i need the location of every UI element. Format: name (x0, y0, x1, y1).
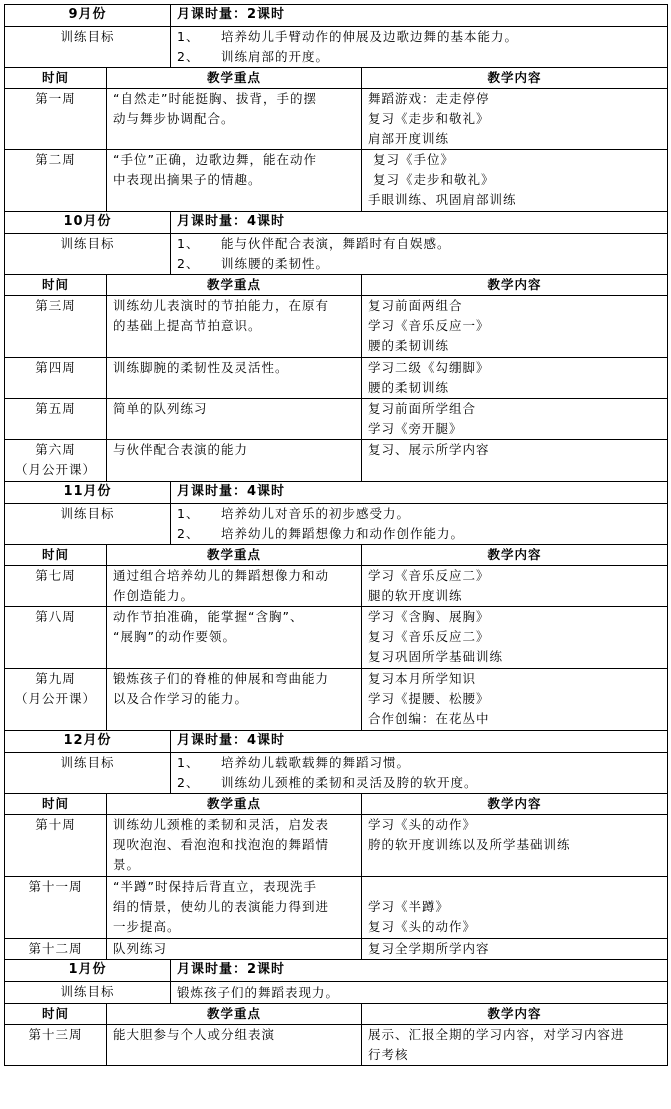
teaching-content-cell (362, 89, 668, 150)
week-label: 第十三周 (28, 1027, 83, 1042)
week-row (5, 607, 668, 669)
teaching-focus-cell (107, 1025, 362, 1066)
month-row (5, 482, 668, 504)
month-label: 12月份 (5, 731, 171, 753)
week-label: 第五周 (35, 401, 76, 416)
week-note: （月公开课） (14, 691, 96, 706)
teaching-focus-cell (107, 89, 362, 150)
week-row (5, 296, 668, 358)
teaching-focus-cell (107, 399, 362, 440)
header-time: 时间 (5, 275, 107, 296)
month-label: 9月份 (5, 5, 171, 27)
header-teaching-focus: 教学重点 (107, 545, 362, 566)
teaching-content-line: 手眼训练、巩固肩部训练 (368, 192, 517, 207)
teaching-content-line: 合作创编：在花丛中 (368, 711, 490, 726)
teaching-content-cell (362, 669, 668, 731)
training-goal-label: 训练目标 (5, 27, 171, 68)
week-row (5, 440, 668, 482)
teaching-content-line: 复习《走步和敬礼》 (368, 172, 495, 187)
goals-row (5, 753, 668, 794)
goals-row (5, 234, 668, 275)
week-cell (5, 440, 107, 482)
training-goal-item (177, 983, 661, 1003)
training-goal-item (177, 524, 661, 544)
header-time: 时间 (5, 545, 107, 566)
goal-number: 2、 (177, 49, 200, 64)
monthly-hours: 月课时量：2课时 (171, 960, 668, 982)
teaching-content-cell (362, 815, 668, 877)
teaching-focus-line: 与伙伴配合表演的能力 (113, 442, 249, 457)
training-goal-label: 训练目标 (5, 753, 171, 794)
column-header-row (5, 1004, 668, 1025)
teaching-focus-line: “手位”正确，边歌边舞，能在动作 (113, 152, 317, 167)
month-label: 10月份 (5, 212, 171, 234)
teaching-content-line: 复习巩固所学基础训练 (368, 649, 504, 664)
week-row (5, 877, 668, 939)
goal-text: 培养幼儿的舞蹈想像力和动作创作能力。 (221, 526, 465, 541)
week-cell (5, 669, 107, 731)
goal-text: 锻炼孩子们的舞蹈表现力。 (177, 984, 340, 1000)
teaching-plan-table (4, 4, 668, 1066)
training-goal-item (177, 773, 661, 793)
teaching-focus-line: “半蹲”时保持后背直立，表现洗手 (113, 879, 317, 894)
month-row (5, 212, 668, 234)
week-cell (5, 566, 107, 607)
training-goal-list (171, 753, 668, 794)
week-cell (5, 89, 107, 150)
teaching-focus-cell (107, 440, 362, 482)
week-label: 第二周 (35, 152, 76, 167)
teaching-focus-cell (107, 939, 362, 960)
week-row (5, 1025, 668, 1066)
training-goal-list (171, 504, 668, 545)
goal-number: 1、 (177, 236, 200, 251)
plan-body (5, 5, 668, 1066)
column-header-row (5, 68, 668, 89)
teaching-content-cell (362, 150, 668, 212)
week-row (5, 939, 668, 960)
teaching-focus-line: 的基础上提高节拍意识。 (113, 318, 262, 333)
teaching-content-line: 学习《音乐反应二》 (368, 568, 490, 583)
teaching-content-line: 复习《头的动作》 (368, 919, 477, 934)
teaching-content-line: 学习《旁开腿》 (368, 421, 463, 436)
week-note: （月公开课） (14, 462, 96, 477)
teaching-focus-cell (107, 150, 362, 212)
teaching-content-cell (362, 296, 668, 358)
teaching-content-line: 腰的柔韧训练 (368, 380, 450, 395)
teaching-content-line: 展示、汇报全期的学习内容，对学习内容进 (368, 1027, 625, 1042)
week-label: 第八周 (35, 609, 76, 624)
column-header-row (5, 794, 668, 815)
teaching-content-line: 复习《手位》 (368, 152, 454, 167)
teaching-focus-line: 现吹泡泡、看泡泡和找泡泡的舞蹈情 (113, 837, 330, 852)
teaching-content-line: 舞蹈游戏：走走停停 (368, 91, 490, 106)
monthly-hours: 月课时量：4课时 (171, 482, 668, 504)
training-goal-label: 训练目标 (5, 504, 171, 545)
training-goal-item (177, 254, 661, 274)
teaching-content-line: 复习本月所学知识 (368, 671, 477, 686)
training-goal-list (171, 234, 668, 275)
header-teaching-content: 教学内容 (362, 68, 668, 89)
monthly-hours: 月课时量：2课时 (171, 5, 668, 27)
training-goal-item (177, 27, 661, 47)
month-row (5, 5, 668, 27)
teaching-focus-line: 动作节拍准确，能掌握“含胸”、 (113, 609, 304, 624)
teaching-focus-line: “展胸”的动作要领。 (113, 629, 236, 644)
week-cell (5, 399, 107, 440)
teaching-content-line: 学习《头的动作》 (368, 817, 477, 832)
teaching-content-cell (362, 1025, 668, 1066)
goal-number: 1、 (177, 506, 200, 521)
week-cell (5, 815, 107, 877)
week-cell (5, 877, 107, 939)
training-goal-item (177, 753, 661, 773)
teaching-focus-line: 绢的情景，使幼儿的表演能力得到进 (113, 899, 330, 914)
week-cell (5, 150, 107, 212)
teaching-content-cell (362, 939, 668, 960)
monthly-hours: 月课时量：4课时 (171, 731, 668, 753)
goal-text: 训练幼儿颈椎的柔韧和灵活及胯的软开度。 (221, 775, 478, 790)
header-teaching-focus: 教学重点 (107, 275, 362, 296)
monthly-hours: 月课时量：4课时 (171, 212, 668, 234)
goal-text: 培养幼儿载歌载舞的舞蹈习惯。 (221, 755, 411, 770)
training-goal-list (171, 982, 668, 1004)
training-goal-item (177, 47, 661, 67)
goal-text: 训练腰的柔韧性。 (221, 256, 330, 271)
month-row (5, 731, 668, 753)
teaching-content-cell (362, 877, 668, 939)
header-teaching-content: 教学内容 (362, 794, 668, 815)
teaching-content-line: 行考核 (368, 1047, 409, 1062)
week-label: 第七周 (35, 568, 76, 583)
goal-number: 1、 (177, 755, 200, 770)
teaching-content-line: 胯的软开度训练以及所学基础训练 (368, 837, 571, 852)
teaching-focus-line: 作创造能力。 (113, 588, 195, 603)
teaching-content-line: 肩部开度训练 (368, 131, 450, 146)
week-row (5, 150, 668, 212)
week-cell (5, 939, 107, 960)
teaching-focus-line: 能大胆参与个人或分组表演 (113, 1027, 276, 1042)
week-label: 第三周 (35, 298, 76, 313)
teaching-focus-line: “自然走”时能挺胸、拔背，手的摆 (113, 91, 317, 106)
training-goal-item (177, 504, 661, 524)
teaching-focus-line: 景。 (113, 857, 141, 872)
goal-number: 2、 (177, 775, 200, 790)
teaching-focus-cell (107, 669, 362, 731)
teaching-content-line: 腿的软开度训练 (368, 588, 463, 603)
teaching-focus-cell (107, 296, 362, 358)
teaching-content-line: 复习前面两组合 (368, 298, 463, 313)
week-label: 第四周 (35, 360, 76, 375)
teaching-focus-line: 动与舞步协调配合。 (113, 111, 235, 126)
teaching-focus-line: 锻炼孩子们的脊椎的伸展和弯曲能力 (113, 671, 330, 686)
header-teaching-content: 教学内容 (362, 275, 668, 296)
goal-text: 训练肩部的开度。 (221, 49, 330, 64)
teaching-content-cell (362, 440, 668, 482)
header-time: 时间 (5, 1004, 107, 1025)
teaching-content-line: 腰的柔韧训练 (368, 338, 450, 353)
month-row (5, 960, 668, 982)
teaching-focus-cell (107, 815, 362, 877)
teaching-focus-cell (107, 358, 362, 399)
header-teaching-content: 教学内容 (362, 545, 668, 566)
teaching-focus-line: 队列练习 (113, 941, 168, 956)
teaching-focus-line: 以及合作学习的能力。 (113, 691, 249, 706)
goal-text: 培养幼儿手臂动作的伸展及边歌边舞的基本能力。 (221, 29, 519, 44)
teaching-content-cell (362, 607, 668, 669)
week-cell (5, 1025, 107, 1066)
training-goal-list (171, 27, 668, 68)
teaching-content-line: 学习《半蹲》 (368, 899, 450, 914)
teaching-content-line: 复习全学期所学内容 (368, 941, 490, 956)
goals-row (5, 27, 668, 68)
week-row (5, 566, 668, 607)
month-label: 1月份 (5, 960, 171, 982)
week-label: 第十二周 (28, 941, 83, 956)
goals-row (5, 982, 668, 1004)
teaching-content-line: 学习二级《勾绷脚》 (368, 360, 490, 375)
column-header-row (5, 275, 668, 296)
header-time: 时间 (5, 68, 107, 89)
week-row (5, 399, 668, 440)
training-goal-label: 训练目标 (5, 982, 171, 1004)
training-goal-label: 训练目标 (5, 234, 171, 275)
goal-number: 2、 (177, 256, 200, 271)
teaching-content-line: 复习、展示所学内容 (368, 442, 490, 457)
teaching-focus-cell (107, 566, 362, 607)
teaching-focus-line: 训练幼儿表演时的节拍能力，在原有 (113, 298, 330, 313)
week-row (5, 815, 668, 877)
header-teaching-focus: 教学重点 (107, 794, 362, 815)
teaching-focus-line: 训练脚腕的柔韧性及灵活性。 (113, 360, 289, 375)
header-teaching-content: 教学内容 (362, 1004, 668, 1025)
week-label: 第一周 (35, 91, 76, 106)
teaching-focus-line: 通过组合培养幼儿的舞蹈想像力和动 (113, 568, 330, 583)
week-label: 第六周 (35, 442, 76, 457)
week-label: 第九周 (35, 671, 76, 686)
goals-row (5, 504, 668, 545)
training-goal-item (177, 234, 661, 254)
week-label: 第十周 (35, 817, 76, 832)
teaching-focus-line: 一步提高。 (113, 919, 181, 934)
column-header-row (5, 545, 668, 566)
week-cell (5, 607, 107, 669)
goal-text: 培养幼儿对音乐的初步感受力。 (221, 506, 411, 521)
teaching-content-cell (362, 399, 668, 440)
goal-number: 1、 (177, 29, 200, 44)
teaching-content-cell (362, 566, 668, 607)
header-teaching-focus: 教学重点 (107, 1004, 362, 1025)
week-row (5, 89, 668, 150)
week-cell (5, 296, 107, 358)
teaching-focus-line: 简单的队列练习 (113, 401, 208, 416)
teaching-content-line: 复习前面所学组合 (368, 401, 477, 416)
week-row (5, 358, 668, 399)
teaching-content-line: 学习《含胸、展胸》 (368, 609, 490, 624)
teaching-focus-cell (107, 607, 362, 669)
teaching-focus-line: 中表现出摘果子的情趣。 (113, 172, 262, 187)
week-cell (5, 358, 107, 399)
week-row (5, 669, 668, 731)
teaching-content-line: 学习《音乐反应一》 (368, 318, 490, 333)
teaching-content-line (368, 877, 661, 897)
goal-number: 2、 (177, 526, 200, 541)
header-teaching-focus: 教学重点 (107, 68, 362, 89)
week-label: 第十一周 (28, 879, 83, 894)
teaching-content-line: 学习《提腰、松腰》 (368, 691, 490, 706)
header-time: 时间 (5, 794, 107, 815)
teaching-content-line: 复习《走步和敬礼》 (368, 111, 490, 126)
teaching-content-cell (362, 358, 668, 399)
teaching-focus-line: 训练幼儿颈椎的柔韧和灵活，启发表 (113, 817, 330, 832)
goal-text: 能与伙伴配合表演，舞蹈时有自娱感。 (221, 236, 451, 251)
teaching-focus-cell (107, 877, 362, 939)
month-label: 11月份 (5, 482, 171, 504)
teaching-content-line: 复习《音乐反应二》 (368, 629, 490, 644)
